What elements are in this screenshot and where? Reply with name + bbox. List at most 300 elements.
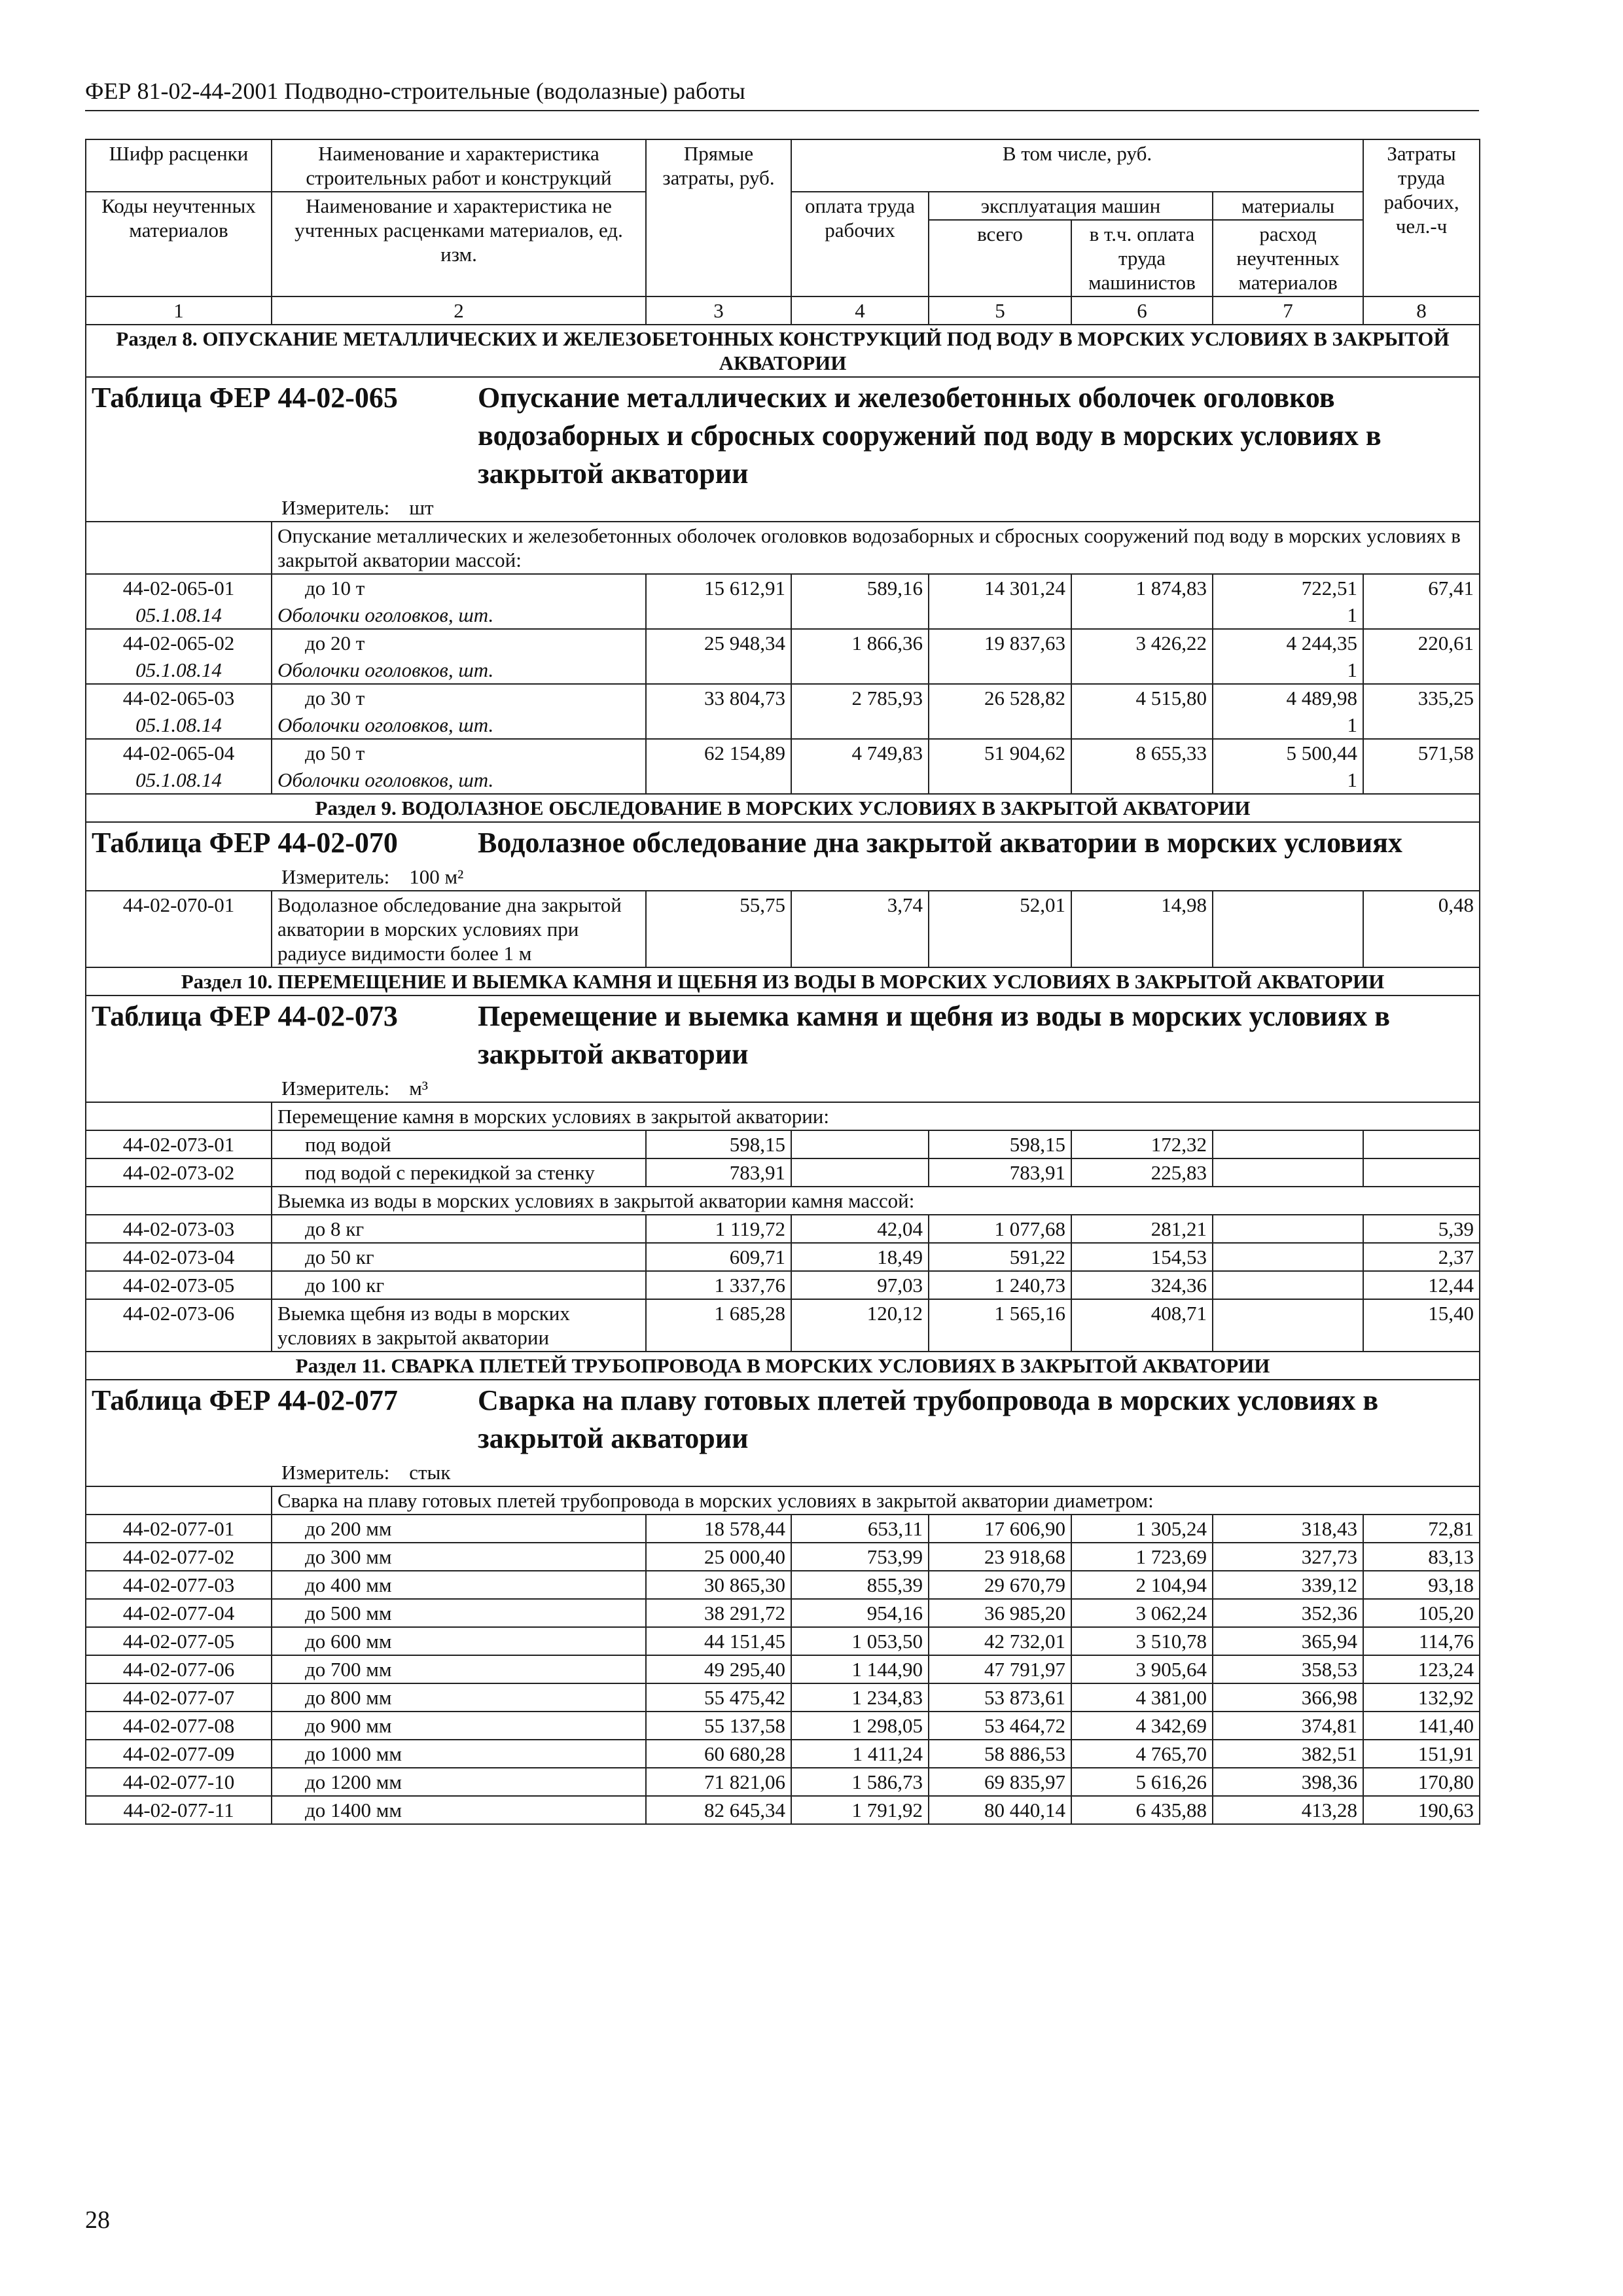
direct-cost: 1 685,28 [646,1299,791,1352]
machines-labor: 3 426,22 [1071,629,1213,656]
materials-cost: 339,12 [1213,1571,1363,1599]
labor-pay: 97,03 [791,1271,929,1299]
work-name: до 200 мм [272,1515,646,1543]
table-title-cell [86,822,1480,863]
table-row [86,1712,1480,1740]
machines-total: 783,91 [929,1158,1071,1187]
labor-hours: 5,39 [1363,1215,1480,1243]
machines-total: 1 565,16 [929,1299,1071,1352]
col-num: 5 [929,296,1071,325]
rate-code: 44-02-077-07 [86,1683,272,1712]
unit-value: м³ [409,1077,429,1100]
table-title-cell [86,996,1480,1075]
machines-labor: 1 874,83 [1071,574,1213,601]
work-name: до 30 т [272,684,646,711]
unit-row [86,863,1480,891]
materials-cost [1213,1299,1363,1352]
work-name: до 600 мм [272,1627,646,1655]
table-title-cell [86,1380,1480,1459]
materials-cost: 366,98 [1213,1683,1363,1712]
empty-cell [791,656,929,684]
materials-cost: 358,53 [1213,1655,1363,1683]
materials-cost [1213,1158,1363,1187]
materials-cost [1213,1130,1363,1158]
materials-cost: 318,43 [1213,1515,1363,1543]
machines-total: 591,22 [929,1243,1071,1271]
direct-cost: 15 612,91 [646,574,791,601]
work-name: до 8 кг [272,1215,646,1243]
rate-code: 44-02-077-05 [86,1627,272,1655]
materials-cost: 398,36 [1213,1768,1363,1796]
direct-cost: 18 578,44 [646,1515,791,1543]
table-row [86,1243,1480,1271]
materials-cost: 413,28 [1213,1796,1363,1824]
material-name: Оболочки оголовков, шт. [272,766,646,794]
unit-cell [86,1459,1480,1486]
rate-code: 44-02-077-11 [86,1796,272,1824]
table-row [86,684,1480,711]
rate-code: 44-02-065-04 [86,739,272,766]
empty-cell [1363,711,1480,739]
labor-hours: 151,91 [1363,1740,1480,1768]
table-row [86,739,1480,766]
machines-labor: 4 381,00 [1071,1683,1213,1712]
materials-cost [1213,891,1363,967]
unit-cell [86,863,1480,891]
empty-cell [1071,766,1213,794]
rate-code: 44-02-073-06 [86,1299,272,1352]
machines-total: 19 837,63 [929,629,1071,656]
direct-cost: 55,75 [646,891,791,967]
empty-cell [86,1187,272,1215]
empty-cell [646,766,791,794]
page-header: ФЕР 81-02-44-2001 Подводно-строительные (водолазные) работы [85,77,1479,111]
table-label: Таблица ФЕР 44-02-077 [92,1384,398,1416]
labor-hours: 2,37 [1363,1243,1480,1271]
table-row [86,1655,1480,1683]
machines-labor: 172,32 [1071,1130,1213,1158]
rate-code: 44-02-073-05 [86,1271,272,1299]
direct-cost: 71 821,06 [646,1768,791,1796]
material-code: 05.1.08.14 [86,601,272,629]
material-name: Оболочки оголовков, шт. [272,601,646,629]
table-title: Перемещение и выемка камня и щебня из воды в морских условиях в закрытой акватории [478,1000,1390,1070]
materials-header: материалы [1213,192,1363,220]
unit-row [86,1459,1480,1486]
labor-hours: 0,48 [1363,891,1480,967]
machines-total: 23 918,68 [929,1543,1071,1571]
machines-labor: 14,98 [1071,891,1213,967]
materials-cost [1213,1243,1363,1271]
col-num: 6 [1071,296,1213,325]
empty-cell [929,766,1071,794]
material-sub-row [86,766,1480,794]
in-total-header: В том числе, руб. [791,139,1363,192]
material-name: Оболочки оголовков, шт. [272,656,646,684]
direct-cost: 55 475,42 [646,1683,791,1712]
work-name: до 1200 мм [272,1768,646,1796]
machines-total: 51 904,62 [929,739,1071,766]
group-note-row [86,1187,1480,1215]
col-num: 7 [1213,296,1363,325]
rate-code: 44-02-077-10 [86,1768,272,1796]
labor-pay [791,1130,929,1158]
direct-cost: 25 000,40 [646,1543,791,1571]
direct-cost: 1 337,76 [646,1271,791,1299]
machines-labor: 6 435,88 [1071,1796,1213,1824]
rate-code: 44-02-073-01 [86,1130,272,1158]
col-num: 2 [272,296,646,325]
machines-labor: 154,53 [1071,1243,1213,1271]
unit-row [86,1075,1480,1102]
machines-labor: 281,21 [1071,1215,1213,1243]
labor-hours: 123,24 [1363,1655,1480,1683]
machines-labor: 5 616,26 [1071,1768,1213,1796]
rate-code: 44-02-077-09 [86,1740,272,1768]
empty-cell [646,601,791,629]
labor-hours: 12,44 [1363,1271,1480,1299]
table-row [86,1599,1480,1627]
table-title-row [86,1380,1480,1459]
labor-hours: 105,20 [1363,1599,1480,1627]
machines-total: 598,15 [929,1130,1071,1158]
group-note: Опускание металлических и железобетонных оболочек оголовков водозаборных и сбросных сооружений под воду в морских условиях в закрытой акватории массой: [272,522,1480,574]
empty-cell [646,656,791,684]
labor-pay: 653,11 [791,1515,929,1543]
group-note-row [86,1486,1480,1515]
table-row [86,1796,1480,1824]
materials-cost: 382,51 [1213,1740,1363,1768]
work-name: под водой с перекидкой за стенку [272,1158,646,1187]
machines-total: 36 985,20 [929,1599,1071,1627]
materials-cost: 4 244,35 [1213,629,1363,656]
table-label: Таблица ФЕР 44-02-070 [92,827,398,859]
rate-code: 44-02-077-02 [86,1543,272,1571]
machines-total: 52,01 [929,891,1071,967]
direct-cost: 62 154,89 [646,739,791,766]
group-note: Сварка на плаву готовых плетей трубопровода в морских условиях в закрытой акватории диаметром: [272,1486,1480,1515]
direct-cost: 55 137,58 [646,1712,791,1740]
work-name: до 900 мм [272,1712,646,1740]
work-name: до 1400 мм [272,1796,646,1824]
rate-code: 44-02-070-01 [86,891,272,967]
machines-labor: 3 510,78 [1071,1627,1213,1655]
machines-total: 29 670,79 [929,1571,1071,1599]
material-code: 05.1.08.14 [86,766,272,794]
machines-total: 53 464,72 [929,1712,1071,1740]
empty-cell [929,656,1071,684]
labor-pay: 18,49 [791,1243,929,1271]
machines-labor: 1 723,69 [1071,1543,1213,1571]
labor-pay: 855,39 [791,1571,929,1599]
col2-header-top: Наименование и характеристика строительных работ и конструкций [272,139,646,192]
materials-cost: 327,73 [1213,1543,1363,1571]
labor-pay: 589,16 [791,574,929,601]
unit-label: Измеритель: [281,865,390,888]
direct-cost: 609,71 [646,1243,791,1271]
machines-total: 14 301,24 [929,574,1071,601]
group-note-row [86,1102,1480,1130]
work-name: до 1000 мм [272,1740,646,1768]
work-name: до 400 мм [272,1571,646,1599]
rate-code: 44-02-077-01 [86,1515,272,1543]
labor-pay: 1 298,05 [791,1712,929,1740]
labor-pay: 4 749,83 [791,739,929,766]
labor-pay: 2 785,93 [791,684,929,711]
material-qty: 1 [1213,656,1363,684]
empty-cell [791,711,929,739]
labor-pay: 1 586,73 [791,1768,929,1796]
machines-total: 47 791,97 [929,1655,1071,1683]
table-row [86,1740,1480,1768]
labor-hours: 571,58 [1363,739,1480,766]
unit-value: 100 м² [409,865,464,888]
table-title-row [86,822,1480,863]
direct-cost: 783,91 [646,1158,791,1187]
empty-cell [791,601,929,629]
material-qty: 1 [1213,766,1363,794]
materials-cost: 4 489,98 [1213,684,1363,711]
material-qty: 1 [1213,711,1363,739]
labor-pay: 753,99 [791,1543,929,1571]
direct-cost: 25 948,34 [646,629,791,656]
machines-total: 1 077,68 [929,1215,1071,1243]
labor-pay: 1 866,36 [791,629,929,656]
machines-total: 69 835,97 [929,1768,1071,1796]
section-8-title: Раздел 8. ОПУСКАНИЕ МЕТАЛЛИЧЕСКИХ И ЖЕЛЕЗОБЕТОННЫХ КОНСТРУКЦИЙ ПОД ВОДУ В МОРСКИХ УСЛОВИЯХ В ЗАКРЫТОЙ АКВАТОРИИ [86,325,1480,377]
table-row [86,1271,1480,1299]
labor-pay: 1 411,24 [791,1740,929,1768]
table-title-row [86,377,1480,494]
section-title: Раздел 11. СВАРКА ПЛЕТЕЙ ТРУБОПРОВОДА В МОРСКИХ УСЛОВИЯХ В ЗАКРЫТОЙ АКВАТОРИИ [86,1352,1480,1380]
table-title-row [86,996,1480,1075]
labor-hours [1363,1130,1480,1158]
col3-header: Прямые затраты, руб. [646,139,791,296]
table-row [86,1571,1480,1599]
col1-header-bottom: Коды неучтенных материалов [86,192,272,296]
material-code: 05.1.08.14 [86,656,272,684]
materials-cost [1213,1215,1363,1243]
direct-cost: 38 291,72 [646,1599,791,1627]
unit-cell [86,1075,1480,1102]
table-label: Таблица ФЕР 44-02-073 [92,1000,398,1032]
table-row [86,629,1480,656]
unit-row [86,494,1480,522]
materials-cost: 365,94 [1213,1627,1363,1655]
unit-label: Измеритель: [281,1077,390,1100]
labor-hours: 114,76 [1363,1627,1480,1655]
machines-total: 26 528,82 [929,684,1071,711]
rate-code: 44-02-065-02 [86,629,272,656]
machines-labor: 1 305,24 [1071,1515,1213,1543]
unit-label: Измеритель: [281,1461,390,1484]
column-numbers-row [86,296,1480,325]
rate-code: 44-02-073-04 [86,1243,272,1271]
labor-hours: 141,40 [1363,1712,1480,1740]
rate-code: 44-02-073-03 [86,1215,272,1243]
empty-cell [1363,766,1480,794]
empty-cell [1363,656,1480,684]
direct-cost: 49 295,40 [646,1655,791,1683]
section-title-row [86,325,1480,377]
rate-code: 44-02-077-06 [86,1655,272,1683]
machines-labor: 408,71 [1071,1299,1213,1352]
labor-pay: 120,12 [791,1299,929,1352]
section-title: Раздел 10. ПЕРЕМЕЩЕНИЕ И ВЫЕМКА КАМНЯ И ЩЕБНЯ ИЗ ВОДЫ В МОРСКИХ УСЛОВИЯХ В ЗАКРЫТОЙ АКВАТОРИИ [86,967,1480,996]
unit-label: Измеритель: [281,496,390,519]
material-code: 05.1.08.14 [86,711,272,739]
section-title: Раздел 9. ВОДОЛАЗНОЕ ОБСЛЕДОВАНИЕ В МОРСКИХ УСЛОВИЯХ В ЗАКРЫТОЙ АКВАТОРИИ [86,794,1480,822]
work-name: до 700 мм [272,1655,646,1683]
table-row [86,1683,1480,1712]
material-sub-row [86,656,1480,684]
empty-cell [646,711,791,739]
labor-hours: 170,80 [1363,1768,1480,1796]
table-row [86,1543,1480,1571]
empty-cell [929,711,1071,739]
section-title-row [86,967,1480,996]
labor-pay: 42,04 [791,1215,929,1243]
work-name: до 500 мм [272,1599,646,1627]
empty-cell [86,1102,272,1130]
table-row [86,574,1480,601]
work-name: до 20 т [272,629,646,656]
empty-cell [1071,601,1213,629]
direct-cost: 60 680,28 [646,1740,791,1768]
labor-cost-header: Затраты труда рабочих, чел.-ч [1363,139,1480,296]
machines-labor: 4 765,70 [1071,1740,1213,1768]
table-row [86,1130,1480,1158]
col-num: 1 [86,296,272,325]
work-name: до 300 мм [272,1543,646,1571]
labor-pay [791,1158,929,1187]
work-name: до 50 кг [272,1243,646,1271]
labor-hours: 67,41 [1363,574,1480,601]
machines-total: 1 240,73 [929,1271,1071,1299]
group-note: Перемещение камня в морских условиях в закрытой акватории: [272,1102,1480,1130]
machines-header: эксплуатация машин [929,192,1213,220]
machines-total: 53 873,61 [929,1683,1071,1712]
direct-cost: 598,15 [646,1130,791,1158]
work-name: до 50 т [272,739,646,766]
table-title: Сварка на плаву готовых плетей трубопровода в морских условиях в закрытой акватории [478,1384,1379,1454]
col-num: 8 [1363,296,1480,325]
machines-total: 42 732,01 [929,1627,1071,1655]
direct-cost: 1 119,72 [646,1215,791,1243]
rate-code: 44-02-077-04 [86,1599,272,1627]
materials-cost: 5 500,44 [1213,739,1363,766]
machines-labor: 225,83 [1071,1158,1213,1187]
group-note: Выемка из воды в морских условиях в закрытой акватории камня массой: [272,1187,1480,1215]
table-row [86,891,1480,967]
labor-pay: 1 053,50 [791,1627,929,1655]
machines-total: 80 440,14 [929,1796,1071,1824]
materials-cost [1213,1271,1363,1299]
material-qty: 1 [1213,601,1363,629]
direct-cost: 82 645,34 [646,1796,791,1824]
table-title: Водолазное обследование дна закрытой акватории в морских условиях [478,827,1402,859]
table-row [86,1515,1480,1543]
work-name: до 100 кг [272,1271,646,1299]
material-name: Оболочки оголовков, шт. [272,711,646,739]
machines-total-header: всего [929,220,1071,296]
labor-hours: 335,25 [1363,684,1480,711]
empty-cell [86,1486,272,1515]
labor-pay-header: оплата труда рабочих [791,192,929,296]
rate-code: 44-02-065-01 [86,574,272,601]
work-name: под водой [272,1130,646,1158]
unit-value: шт [409,496,434,519]
empty-cell [1071,656,1213,684]
table-row [86,1215,1480,1243]
labor-hours: 220,61 [1363,629,1480,656]
labor-hours: 83,13 [1363,1543,1480,1571]
materials-cost: 722,51 [1213,574,1363,601]
machines-total: 58 886,53 [929,1740,1071,1768]
labor-hours: 190,63 [1363,1796,1480,1824]
empty-cell [1363,601,1480,629]
rates-table [85,139,1480,1825]
labor-hours: 93,18 [1363,1571,1480,1599]
col-num: 4 [791,296,929,325]
labor-hours [1363,1158,1480,1187]
rate-code: 44-02-077-03 [86,1571,272,1599]
empty-cell [791,766,929,794]
machines-labor: 3 062,24 [1071,1599,1213,1627]
machines-total: 17 606,90 [929,1515,1071,1543]
work-name: Водолазное обследование дна закрытой акватории в морских условиях при радиусе видимости более 1 м [272,891,646,967]
machines-labor: 4 515,80 [1071,684,1213,711]
col-num: 3 [646,296,791,325]
table-row [86,1299,1480,1352]
direct-cost: 44 151,45 [646,1627,791,1655]
machines-labor: 2 104,94 [1071,1571,1213,1599]
machines-labor: 8 655,33 [1071,739,1213,766]
empty-cell [1071,711,1213,739]
rate-code: 44-02-077-08 [86,1712,272,1740]
table-title: Опускание металлических и железобетонных оболочек оголовков водозаборных и сбросных сооружений под воду в морских условиях в закрытой акватории [478,382,1382,490]
labor-pay: 954,16 [791,1599,929,1627]
material-sub-row [86,601,1480,629]
page-number: 28 [85,2206,110,2234]
work-name: до 800 мм [272,1683,646,1712]
labor-pay: 1 234,83 [791,1683,929,1712]
section-title-row [86,1352,1480,1380]
section-title-row [86,794,1480,822]
group-note-row [86,522,1480,574]
table-row [86,1158,1480,1187]
direct-cost: 30 865,30 [646,1571,791,1599]
labor-hours: 72,81 [1363,1515,1480,1543]
labor-hours: 132,92 [1363,1683,1480,1712]
work-name: Выемка щебня из воды в морских условиях в закрытой акватории [272,1299,646,1352]
materials-cost: 352,36 [1213,1599,1363,1627]
machines-labor: 324,36 [1071,1271,1213,1299]
labor-pay: 1 144,90 [791,1655,929,1683]
machines-labor-header: в т.ч. оплата труда машинистов [1071,220,1213,296]
machines-labor: 3 905,64 [1071,1655,1213,1683]
rate-code: 44-02-065-03 [86,684,272,711]
unit-value: стык [409,1461,451,1484]
table-label: Таблица ФЕР 44-02-065 [92,382,398,414]
labor-pay: 1 791,92 [791,1796,929,1824]
col1-header-top: Шифр расценки [86,139,272,192]
empty-cell [929,601,1071,629]
direct-cost: 33 804,73 [646,684,791,711]
rate-code: 44-02-073-02 [86,1158,272,1187]
materials-sub-header: расход неучтенных материалов [1213,220,1363,296]
work-name: до 10 т [272,574,646,601]
